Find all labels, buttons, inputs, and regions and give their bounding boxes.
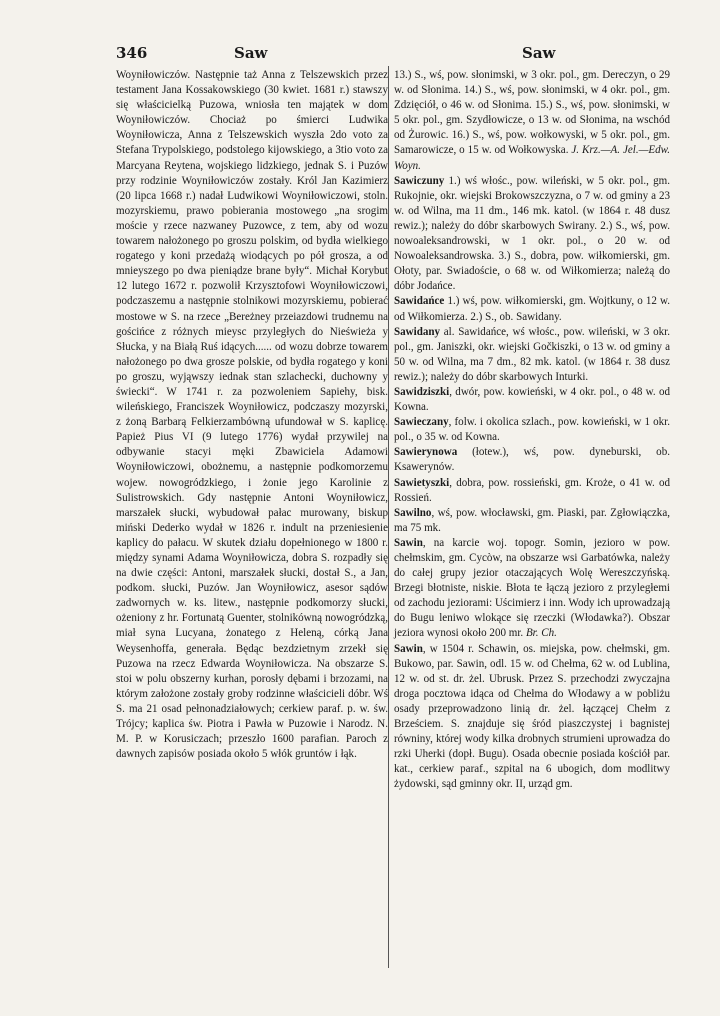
entry-lemma: Sawin xyxy=(394,642,423,655)
entry-sawietyszki xyxy=(394,476,670,506)
left-column xyxy=(116,68,388,762)
page-header xyxy=(0,44,720,66)
entry-sawidance xyxy=(394,294,670,324)
entry-sawieczany xyxy=(394,415,670,445)
page-number: 346 xyxy=(116,44,148,62)
entry-sawierynowa xyxy=(394,445,670,475)
entry-lemma: Sawidziszki xyxy=(394,385,450,398)
entry-text: , folw. i okolica szlach., pow. kowieński, w 1 okr. pol., o 35 w. od Kowna. xyxy=(394,416,670,444)
running-headword-right: Saw xyxy=(522,44,556,62)
entry-lemma: Sawidańce xyxy=(394,295,445,308)
entry-text: 13.) S., wś, pow. słonimski, w 3 okr. pol., gm. Dereczyn, o 29 w. od Słonima. 14.) S., wś, pow. słonimski, w 4 okr. pol., gm. Zdzięciół, o 46 w. od Słonima. 15.) S., wś, pow. słonimski, w 5 okr. pol., gm. Szydłowicze, o 13 w. od Słonima, na wschód od Żurowic. 16.) S., wś, pow. wołkowyski, w 5 okr. pol., gm. Samarowicze, o 15 w. od Wołkowyska. xyxy=(394,69,670,157)
entry-lemma: Sawieczany xyxy=(394,416,449,429)
entry-sawilno xyxy=(394,506,670,536)
left-column-text: Woyniłowiczów. Następnie taż Anna z Telszewskich przez testament Jana Kossakowskiego (30 kwiet. 1681 r.) stawszy się właścicielką Puzowa, wniosła ten majątek w dom Woyniłowiczów. Chociaż po śmierci Ludwika Woyniłowicza, Anna z Telszewskich wyszła 2do voto za Stefana Trypolskiego, podstolego kijowskiego, a 3tio voto za Marcyana Reytena, wojskiego lidzkiego, jednak S. i Puzów przy rodzinie Woyniłowiczów zostały. Król Jan Kazimierz (20 lipca 1668 r.) nadał Ludwikowi Woyniłowiczowi, stoln. mozyrskiemu, prawo pobierania mostowego „na srogim moście y rzece nazwaney Puzowce, z tem, aby od wozu towarem nałożonego po groszu polskim, od bydła wielkiego rogatego y koni przedażą wiodących po pół grosza, a od mnieyszego po dwa pieniądze brane były“. Michał Korybut 12 lutego 1672 r. pozwolił Krzysztofowi Woyniłowiczowi, podczaszemu a następnie stolnikowi mozyrskiemu, pobierać mostowe w S. na rzece „Bereżney przeiazdowi trudnemu na gościńce z różnych mieysc przyległych do Nieświeża y Słucka, y na Białą Ruś idących...... od wozu dobrze towarem nałożonego po dwa grosze polskie, od bydła rogatego y koni po groszu, wyjąwszy iednak stan szlachecki, duchowny y świecki“. W 1741 r. za pozwoleniem Sapiehy, bisk. wileńskiego, Franciszek Woyniłowicz, podczaszy mozyrski, z żoną Barbarą Felkierzambówną ufundował w S. kaplicę. Papież Pius VI (9 lutego 1776) wydał przywilej na odbywanie stacyi męki Zbawiciela Adamowi Woyniłowiczowi, obożnemu, a następnie podkomorzemu wojew. nowogródzkiego, i żonie jego Karolinie z Sulistrowskich. Gdy następnie Antoni Woyniłowicz, marszałek słucki, wybudował pałac murowany, biskup miński Dederko wydał w 1826 r. indult na przeniesienie kaplicy do pałacu. W skutek działu dopełnionego w 1800 r. między synami Adama Woyniłowicza, dobra S. rozpadły się na dwie części: Antoni, marszałek słucki, dostał S., a Jan, podkom. słucki, Puzów. Jan Woyniłowicz, asesor sądów zadwornych w. ks. litew., następnie podkomorzy słucki, ożeniony z hr. Fortunatą Guenter, stolnikówną nowogródzką, miał syna Lucyana, żonatego z Heleną, córką Jana Weysenhoffa, generała. Będąc bezdzietnym zrzekł się Puzowa na rzecz Edwarda Woyniłowicza. Na obszarze S. stoi w polu obszerny kurhan, porosły dębami i brzozami, na którym założone zostały groby rodzinne właścicieli dóbr. Wś S. ma 21 osad pełnonadziałowych; cerkiew paraf. p. w. św. Trójcy; kaplica św. Piotra i Pawła w Puzowie i Narodz. N. M. P. w Korusiczach; przeszło 1600 parafian. Paroch z dawnych zapisów posiada około 5 włók gruntów i łąk. xyxy=(116,69,388,761)
entry-sawin-lake xyxy=(394,536,670,642)
entry-sawin-town xyxy=(394,642,670,793)
running-headword-left: Saw xyxy=(234,44,268,62)
entry-text: 1.) wś, pow. wiłkomierski, gm. Wojtkuny, o 12 w. od Wiłkomierza. 2.) S., ob. Sawidany. xyxy=(394,295,670,323)
entry-text: 1.) wś włośc., pow. wileński, w 5 okr. pol., gm. Rukojnie, okr. wiejski Brokowszczyzna, o 7 w. od gminy a 23 w. od Wilna, ma 11 dm., 146 mk. katol. (w 1864 r. 48 dusz rewiz.); należy do dóbr skarbowych Swirany. 2.) S., wś, pow. nowoaleksandrowski, w 1 okr. pol., o 20 w. od Nowoaleksandrowska. 3.) S., dobra, pow. wiłkomierski, gm. Ołoty, par. Swiadoście, o 68 w. od Wiłkomierza; należą do dóbr Jodańce. xyxy=(394,174,670,293)
right-column xyxy=(394,68,670,793)
entry-text: , wś, pow. włocławski, gm. Piaski, par. Zgłowiączka, ma 75 mk. xyxy=(394,506,670,534)
entry-text: , dwór, pow. kowieński, w 4 okr. pol., o 48 w. od Kowna. xyxy=(394,385,670,414)
entry-sawidany xyxy=(394,325,670,385)
entry-text: al. Sawidańce, wś włośc., pow. wileński, w 3 okr. pol., gm. Janiszki, okr. wiejski Gočkiszki, o 13 w. od gminy a 50 w. od Wilna, ma 7 dm., 82 mk. katol. (w 1864 r. 38 dusz rewiz.); należy do dóbr skarbowych Inturki. xyxy=(394,325,670,383)
entry-signature: J. Krz.—A. Jel.—Edw. Woyn. xyxy=(394,144,670,172)
entry-lemma: Sawin xyxy=(394,536,423,549)
entry-text: , na karcie woj. topogr. Somin, jezioro w pow. chełmskim, gm. Cycòw, na obszarze wsi Garbatówka, należy do całej grupy jezior otaczających Wolę Wereszczyńską. Brzegi błotniste, niskie. Błota te łączą jezioro z przyległemi od zachodu jeziorami: Uścimierz i inn. Wody ich uprowadzają do Bugu leniwo wlokące się rzeczki (Włodawka?). Obszar jeziora wynosi około 200 mr. xyxy=(394,536,670,640)
entry-continuation xyxy=(394,68,670,174)
entry-text: (łotew.), wś, pow. dyneburski, ob. Ksawerynów. xyxy=(394,446,670,474)
entry-sawidziszki xyxy=(394,385,670,415)
column-divider xyxy=(388,66,389,968)
entry-lemma: Sawiczuny xyxy=(394,174,445,187)
entry-signature: Br. Ch. xyxy=(525,627,557,640)
entry-lemma: Sawidany xyxy=(394,325,441,338)
entry-lemma: Sawierynowa xyxy=(394,446,458,459)
entry-lemma: Sawilno xyxy=(394,506,432,519)
entry-sawiczuny xyxy=(394,174,670,295)
entry-text: , w 1504 r. Schawin, os. miejska, pow. chełmski, gm. Bukowo, par. Sawin, odl. 15 w. od Chełma, 62 w. od Lublina, 12 w. od st. dr. żel. Ubrusk. Przez S. przechodzi zwyczajna droga pocztowa idąca od Chełma do Włodawy a w pobliżu osady przeprowadzono linią dr. żel. łączącej Chełm z Brześciem. S. znajduje się śród piaszczystej i bagnistej równiny, której wody kilka drobnych strumieni uprowadza do rzki Uherki (dopł. Bugu). Osada obecnie posiada kościół par. kat., cerkiew paraf., szpital na 6 ubogich, dom modlitwy żydowski, sąd gminny okr. II, urząd gm. xyxy=(394,642,670,791)
entry-text: , dobra, pow. rossieński, gm. Kroże, o 41 w. od Rossień. xyxy=(394,476,670,504)
entry-lemma: Sawietyszki xyxy=(394,476,450,489)
